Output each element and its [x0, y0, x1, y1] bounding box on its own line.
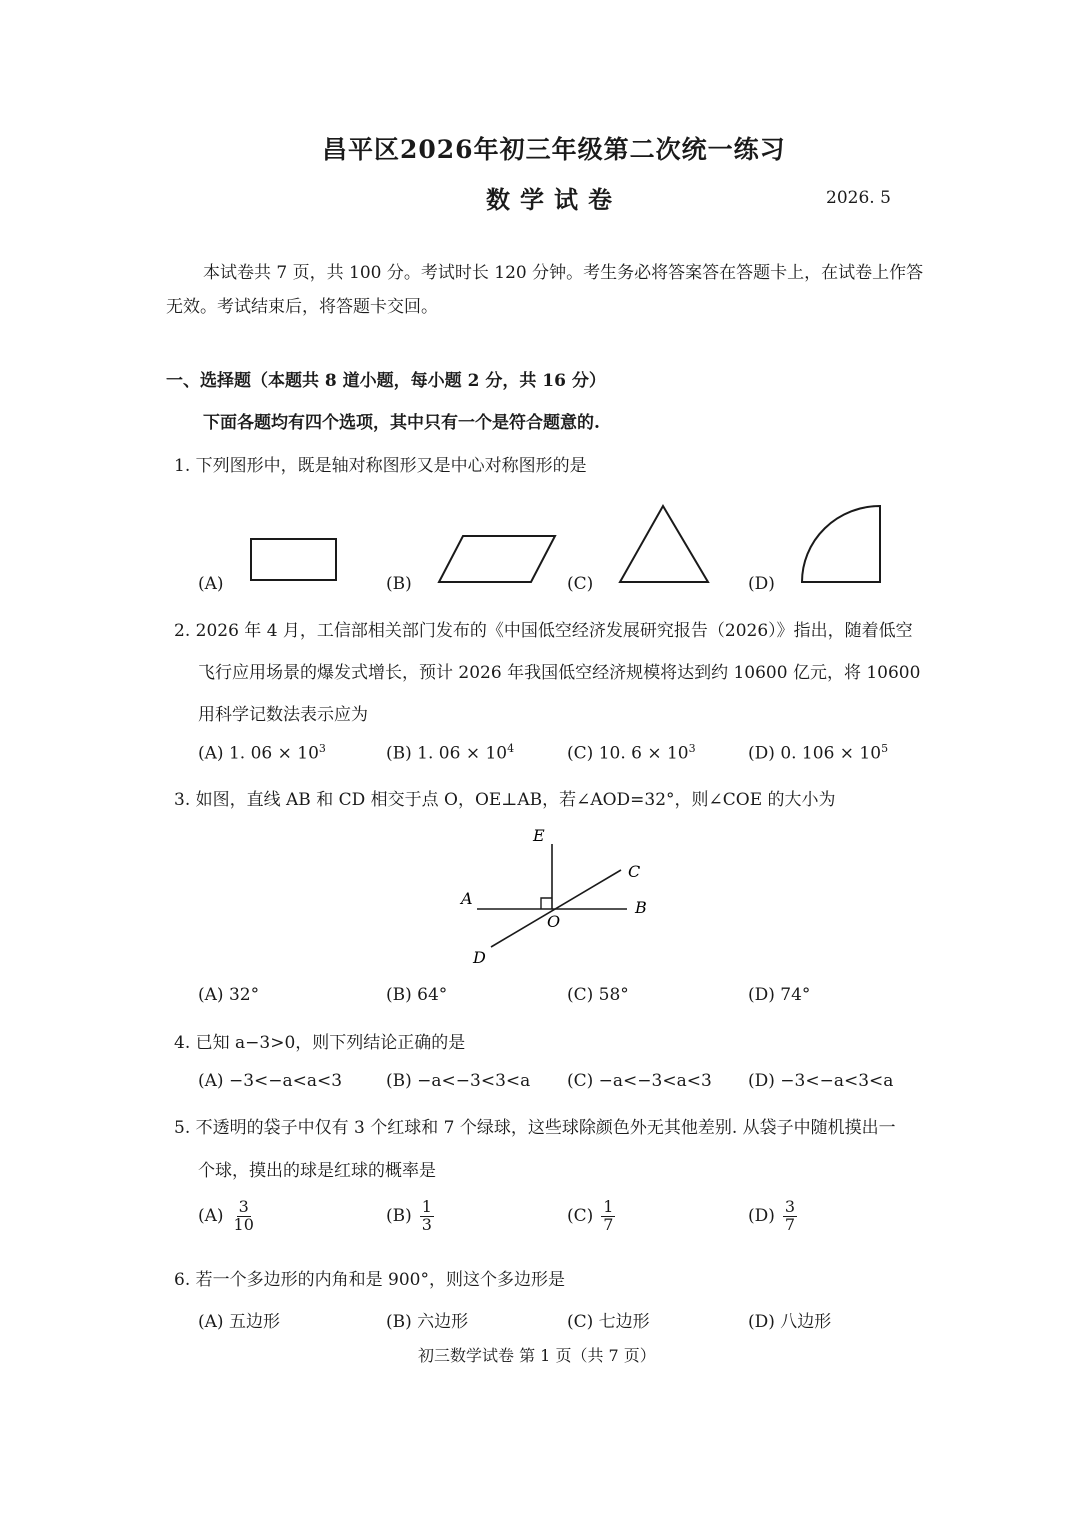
q2-option-a: (A) 1. $06 \times 10^3$: [198, 742, 326, 764]
q2-option-c: (C) 10. $6 \times 10^3$: [567, 742, 696, 764]
q5-line-2: 个球，摸出的球是红球的概率是: [198, 1161, 436, 1181]
label-o: O: [547, 912, 561, 931]
page-subtitle: 数学试卷: [486, 185, 622, 214]
q4-option-a: (A) −3<−a<a<3: [198, 1071, 343, 1091]
q5-option-a: (A) $\frac{3}{10}$: [198, 1197, 254, 1234]
q5-option-b: (B) $\frac{1}{3}$: [386, 1197, 432, 1234]
fraction: $\frac{3}{7}$: [784, 1197, 796, 1234]
label-c: C: [628, 862, 641, 881]
q6-option-a: (A) 五边形: [198, 1312, 280, 1332]
fraction: $\frac{1}{3}$: [421, 1197, 432, 1234]
q4-option-b: (B) −a<−3<3<a: [386, 1071, 531, 1091]
q5-option-d: (D) $\frac{3}{7}$: [748, 1197, 796, 1234]
q5-line-1: 5. 不透明的袋子中仅有 3 个红球和 7 个绿球，这些球除颜色外无其他差别. 从袋子中随机摸出一: [174, 1118, 896, 1138]
q6-stem: 6. 若一个多边形的内角和是 900°，则这个多边形是: [174, 1270, 565, 1290]
rectangle-shape: [251, 539, 336, 580]
q1-label-a: (A): [198, 574, 224, 594]
q6-option-b: (B) 六边形: [386, 1312, 469, 1332]
right-angle-mark: [541, 898, 552, 909]
q3-option-d: (D) 74°: [748, 985, 811, 1005]
triangle-shape: [620, 506, 708, 582]
intro-line-2: 无效。考试结束后，将答题卡交回。: [166, 297, 438, 317]
q4-option-c: (C) −a<−3<a<3: [567, 1071, 712, 1091]
fraction: $\frac{1}{7}$: [603, 1197, 614, 1234]
q2-option-d: (D) 0. $106 \times 10^5$: [748, 742, 889, 764]
q3-option-c: (C) 58°: [567, 985, 629, 1005]
q1-label-d: (D): [748, 574, 775, 594]
q6-option-c: (C) 七边形: [567, 1312, 650, 1332]
fraction: $\frac{3}{10}$: [233, 1197, 254, 1234]
q2-line-3: 用科学记数法表示应为: [198, 705, 368, 725]
quarter-circle-shape: [802, 506, 880, 582]
q4-option-d: (D) −3<−a<3<a: [748, 1071, 894, 1091]
label-b: B: [635, 898, 647, 917]
q4-stem: 4. 已知 a−3>0，则下列结论正确的是: [174, 1033, 466, 1053]
q3-figure: [440, 820, 680, 970]
section-heading: 一、选择题（本题共 8 道小题，每小题 2 分，共 16 分）: [166, 371, 606, 391]
page-title: 昌平区2026年初三年级第二次统一练习: [322, 135, 786, 164]
q1-shapes: [0, 0, 1080, 600]
label-a: A: [461, 889, 473, 908]
q6-option-d: (D) 八边形: [748, 1312, 832, 1332]
label-e: E: [533, 826, 545, 845]
q2-line-1: 2. 2026 年 4 月，工信部相关部门发布的《中国低空经济发展研究报告（2026）》指出，随着低空: [174, 621, 913, 641]
q1-stem: 1. 下列图形中，既是轴对称图形又是中心对称图形的是: [174, 456, 587, 476]
q2-line-2: 飞行应用场景的爆发式增长，预计 2026 年我国低空经济规模将达到约 10600 亿元，将 10600: [198, 663, 921, 683]
parallelogram-shape: [439, 536, 555, 582]
q1-label-c: (C): [567, 574, 594, 594]
label-d: D: [473, 948, 486, 967]
q3-option-a: (A) 32°: [198, 985, 260, 1005]
page-footer: 初三数学试卷 第 1 页（共 7 页）: [418, 1346, 656, 1365]
q5-option-c: (C) $\frac{1}{7}$: [567, 1197, 614, 1234]
q3-option-b: (B) 64°: [386, 985, 448, 1005]
section-instruction: 下面各题均有四个选项，其中只有一个是符合题意的.: [203, 413, 600, 433]
q3-stem: 3. 如图，直线 AB 和 CD 相交于点 O，OE⊥AB，若∠AOD=32°，则∠COE 的大小为: [174, 790, 836, 810]
q1-label-b: (B): [386, 574, 412, 594]
q2-option-b: (B) 1. $06 \times 10^4$: [386, 742, 515, 764]
intro-line-1: 本试卷共 7 页，共 100 分。考试时长 120 分钟。考生务必将答案答在答题卡上，在试卷上作答: [203, 263, 924, 283]
exam-date: 2026. 5: [826, 188, 891, 208]
